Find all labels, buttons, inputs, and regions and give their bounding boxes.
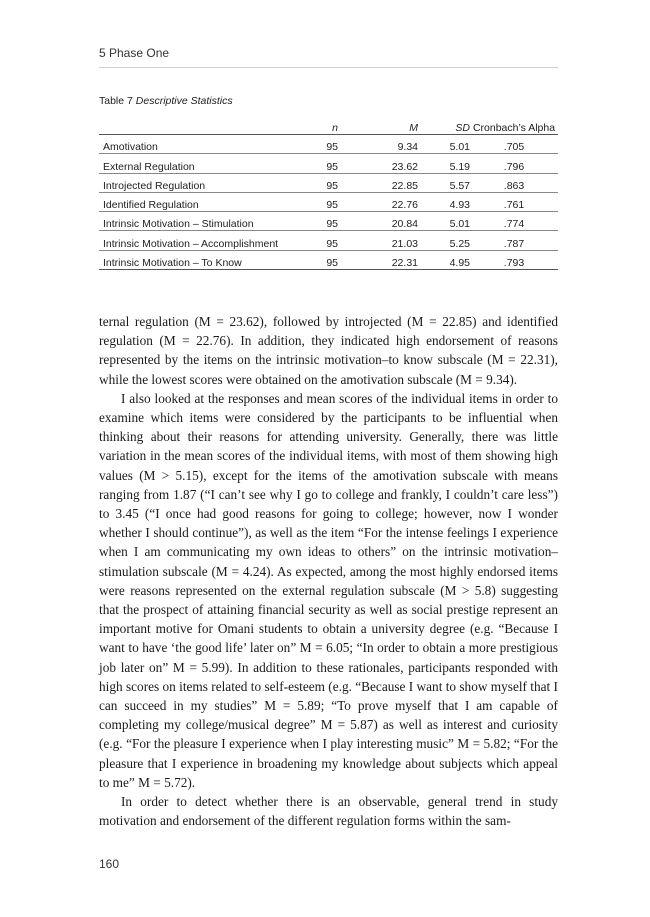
cell-n: 95 (303, 154, 338, 173)
cell-m: 22.76 (338, 192, 418, 211)
table-row (99, 154, 558, 173)
cell-n: 95 (303, 212, 338, 231)
column-header-n: n (303, 117, 338, 135)
table-title: Descriptive Statistics (135, 95, 233, 107)
table-row (99, 192, 558, 211)
cell-alpha: .761 (470, 192, 558, 211)
row-label: Intrinsic Motivation – Accomplishment (99, 231, 303, 250)
page-number: 160 (99, 857, 120, 871)
paragraph-continuation: ternal regulation (M = 23.62), followed by introjected (M = 22.85) and identified regulation (M = 22.76). In addition, they indicated high endorsement of reasons represented by the items on the intrinsic motivation–to know subscale (M = 22.31), while the lowest scores were obtained on the amotivation subscale (M = 9.34). (99, 314, 558, 387)
table-row (99, 173, 558, 192)
cell-m: 21.03 (338, 231, 418, 250)
cell-alpha: .774 (470, 212, 558, 231)
header-rule (99, 67, 558, 68)
cell-sd: 5.19 (418, 154, 470, 173)
table-label: Table 7 (99, 95, 133, 107)
column-header-alpha: Cronbach’s Alpha (470, 117, 558, 135)
paragraph-item-analysis: I also looked at the responses and mean scores of the individual items in order to examine which items were considered by the participants to be influential when thinking about their reasons for attending university. Generally, there was little variation in the mean scores of the individual items, with most of them showing high values (M > 5.15), except for the items of the amotivation subscale with means ranging from 1.87 (“I can’t see why I go to college and frankly, I couldn’t care less”) to 3.45 (“I once had good reasons for going to college; however, now I wonder whether I should continue”), as well as the item “For the intense feelings I experience when I am communicating my own ideas to others” on the intrinsic motivation–stimulation subscale (M = 4.24). As expected, among the most highly endorsed items were reasons represented on the external regulation subscale (M > 5.8) suggesting that the prospect of attaining financial security as well as social prestige represent an important motive for Omani students to obtain a university degree (e.g. “Because I want to have ‘the good life’ later on” M = 6.05; “In order to obtain a more prestigious job later on” M = 5.99). In addition to these rationales, participants responded with high scores on items related to self-esteem (e.g. “Because I want to show myself that I can succeed in my studies” M = 5.89; “To prove myself that I am capable of completing my college/musical degree” M = 5.87) as well as interest and curiosity (e.g. “For the pleasure I experience when I play interesting music” M = 5.82; “For the pleasure that I experience in broadening my knowledge about subjects which appeal to me” M = 5.72). (99, 390, 558, 790)
cell-alpha: .787 (470, 231, 558, 250)
column-header-scale (99, 117, 303, 135)
paragraph-trend: In order to detect whether there is an observable, general trend in study motivation and endorsement of the different regulation forms within the sam- (99, 794, 558, 829)
cell-m: 23.62 (338, 154, 418, 173)
row-label: Introjected Regulation (99, 173, 303, 192)
cell-m: 22.31 (338, 250, 418, 269)
column-header-sd: SD (418, 117, 470, 135)
column-header-m: M (338, 117, 418, 135)
cell-n: 95 (303, 135, 338, 154)
cell-alpha: .705 (470, 135, 558, 154)
table-header-row (99, 117, 558, 135)
row-label: Intrinsic Motivation – To Know (99, 250, 303, 269)
row-label: Identified Regulation (99, 192, 303, 211)
table-caption (99, 95, 233, 107)
table-row (99, 212, 558, 231)
cell-alpha: .796 (470, 154, 558, 173)
cell-sd: 4.93 (418, 192, 470, 211)
row-label: External Regulation (99, 154, 303, 173)
cell-sd: 5.01 (418, 212, 470, 231)
cell-n: 95 (303, 250, 338, 269)
cell-n: 95 (303, 231, 338, 250)
cell-m: 9.34 (338, 135, 418, 154)
cell-n: 95 (303, 192, 338, 211)
table-row (99, 231, 558, 250)
table-row (99, 135, 558, 154)
cell-sd: 5.57 (418, 173, 470, 192)
table-row (99, 250, 558, 269)
row-label: Amotivation (99, 135, 303, 154)
row-label: Intrinsic Motivation – Stimulation (99, 212, 303, 231)
descriptive-statistics-table (99, 117, 558, 270)
cell-alpha: .793 (470, 250, 558, 269)
cell-n: 95 (303, 173, 338, 192)
cell-sd: 5.01 (418, 135, 470, 154)
body-text (99, 312, 558, 830)
cell-m: 20.84 (338, 212, 418, 231)
cell-m: 22.85 (338, 173, 418, 192)
cell-sd: 5.25 (418, 231, 470, 250)
running-head: 5 Phase One (99, 46, 170, 60)
cell-sd: 4.95 (418, 250, 470, 269)
cell-alpha: .863 (470, 173, 558, 192)
